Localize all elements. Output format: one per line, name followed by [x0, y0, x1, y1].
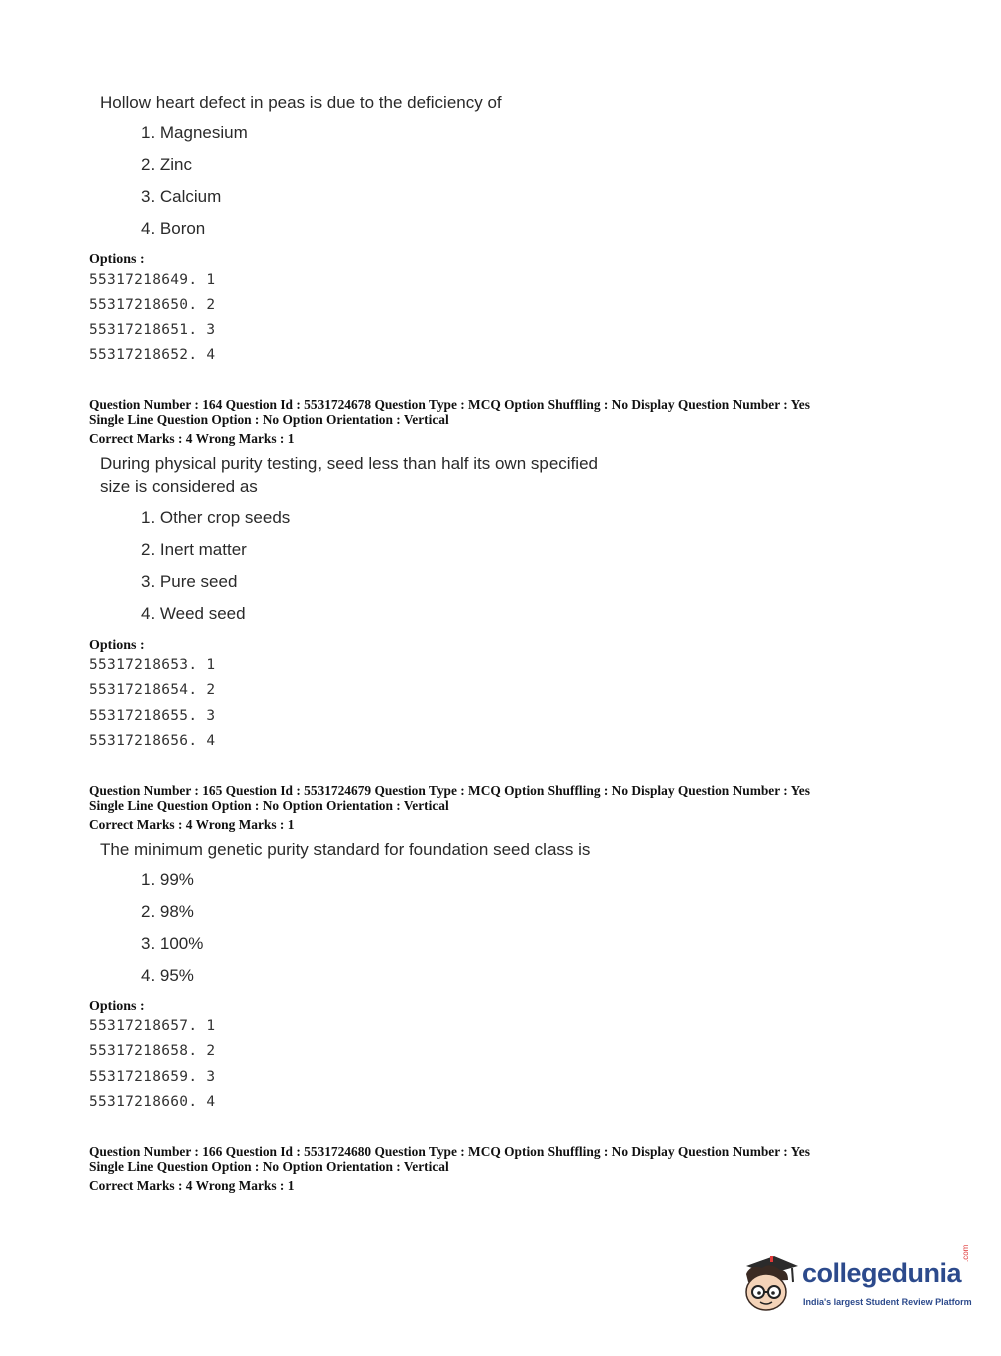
q163-choice-4: 4. Boron: [141, 219, 206, 238]
q164-marks: Correct Marks : 4 Wrong Marks : 1: [89, 431, 295, 446]
q165-option-2: 55317218658. 2: [89, 1043, 216, 1059]
q164-options-label: Options :: [89, 638, 145, 653]
q164-option-2: 55317218654. 2: [89, 682, 216, 698]
q165-meta-line2: Single Line Question Option : No Option Orientation : Vertical: [89, 798, 449, 813]
logo-wordmark: collegedunia: [802, 1258, 962, 1288]
logo-tagline: India's largest Student Review Platform: [803, 1297, 972, 1307]
q166-meta-line1: Question Number : 166 Question Id : 5531724680 Question Type : MCQ Option Shuffling : No Display Question Number : Yes: [89, 1144, 810, 1159]
q164-option-1: 55317218653. 1: [89, 657, 216, 673]
question-164-text-line1: During physical purity testing, seed less than half its own specified: [100, 454, 598, 473]
q165-choice-2: 2. 98%: [141, 902, 194, 921]
q164-option-4: 55317218656. 4: [89, 733, 216, 749]
q165-choice-1: 1. 99%: [141, 870, 194, 889]
q165-option-3: 55317218659. 3: [89, 1069, 216, 1085]
q163-options-label: Options :: [89, 252, 145, 267]
q164-choice-4: 4. Weed seed: [141, 604, 246, 623]
q163-option-1: 55317218649. 1: [89, 272, 216, 288]
q164-choice-1: 1. Other crop seeds: [141, 508, 291, 527]
q164-choice-2: 2. Inert matter: [141, 540, 247, 559]
q163-choice-2: 2. Zinc: [141, 155, 193, 174]
mascot-icon: [740, 1252, 798, 1314]
q164-option-3: 55317218655. 3: [89, 708, 216, 724]
q165-option-4: 55317218660. 4: [89, 1094, 216, 1110]
q165-options-label: Options :: [89, 999, 145, 1014]
q166-marks: Correct Marks : 4 Wrong Marks : 1: [89, 1178, 295, 1193]
q164-meta-line2: Single Line Question Option : No Option Orientation : Vertical: [89, 412, 449, 427]
question-163-text: Hollow heart defect in peas is due to the deficiency of: [100, 93, 502, 112]
q163-choice-1: 1. Magnesium: [141, 123, 248, 142]
q163-choice-3: 3. Calcium: [141, 187, 222, 206]
question-164-text-line2: size is considered as: [100, 477, 258, 496]
q163-option-4: 55317218652. 4: [89, 347, 216, 363]
q166-meta-line2: Single Line Question Option : No Option Orientation : Vertical: [89, 1159, 449, 1174]
q165-meta-line1: Question Number : 165 Question Id : 5531724679 Question Type : MCQ Option Shuffling : No Display Question Number : Yes: [89, 783, 810, 798]
q165-choice-3: 3. 100%: [141, 934, 204, 953]
q165-choice-4: 4. 95%: [141, 966, 194, 985]
q164-choice-3: 3. Pure seed: [141, 572, 238, 591]
question-165-text: The minimum genetic purity standard for foundation seed class is: [100, 840, 591, 859]
logo-suffix: .com: [961, 1244, 970, 1262]
q165-option-1: 55317218657. 1: [89, 1018, 216, 1034]
q164-meta-line1: Question Number : 164 Question Id : 5531724678 Question Type : MCQ Option Shuffling : No Display Question Number : Yes: [89, 397, 810, 412]
q165-marks: Correct Marks : 4 Wrong Marks : 1: [89, 817, 295, 832]
q163-option-3: 55317218651. 3: [89, 322, 216, 338]
q163-option-2: 55317218650. 2: [89, 297, 216, 313]
collegedunia-logo: [740, 1244, 972, 1318]
